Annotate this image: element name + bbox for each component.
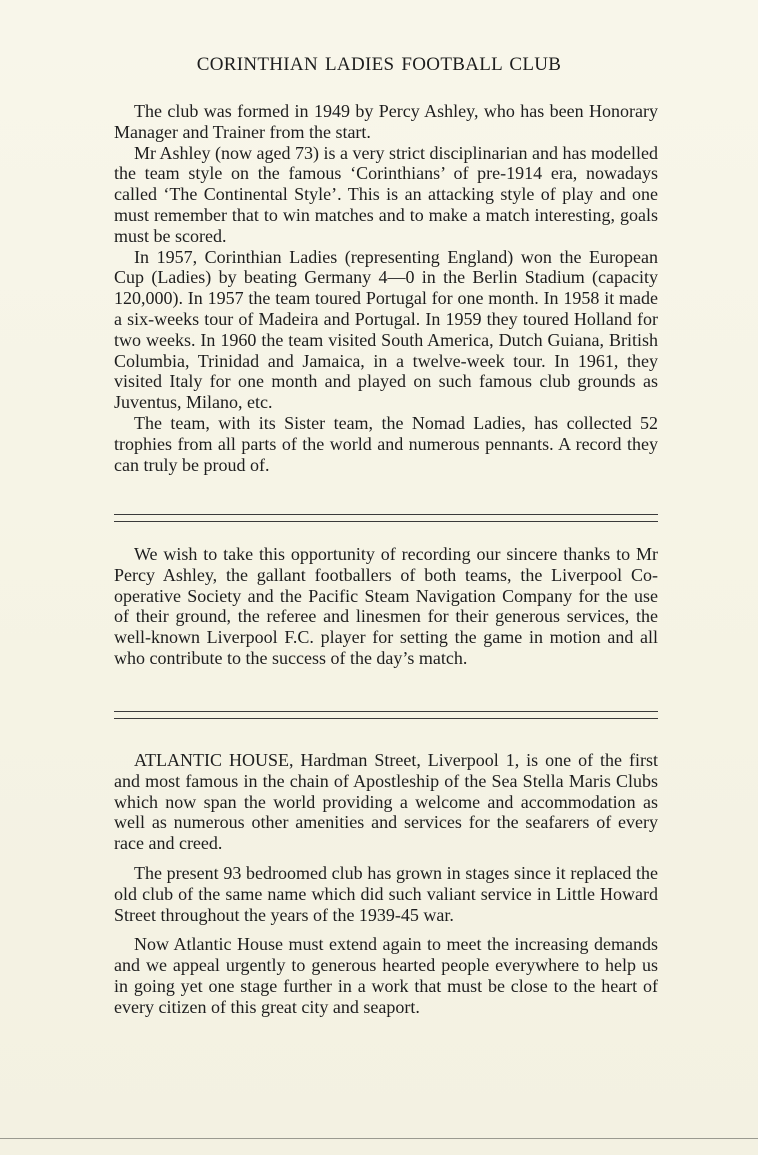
paragraph: The present 93 bedroomed club has grown in stages since it replaced the old club of the same name which did such valiant service in Little Howard Street throughout the years of the 1939-45 war.: [114, 862, 658, 925]
paragraph: Now Atlantic House must extend again to meet the increasing demands and we appeal urgently to generous hearted people everywhere to help us in going yet one stage further in a work that must be close to the heart of every citizen of this great city and seaport.: [114, 934, 658, 1017]
paragraph: The club was formed in 1949 by Percy Ashley, who has been Honorary Manager and Trainer from the start.: [114, 101, 658, 142]
double-rule-divider: [114, 711, 658, 719]
double-rule-divider: [114, 514, 658, 522]
paragraph: ATLANTIC HOUSE, Hardman Street, Liverpool 1, is one of the first and most famous in the chain of Apostleship of the Sea Stella Maris Clubs which now span the world providing a welcome and accommodation as well as numerous other amenities and services for the seafarers of every race and creed.: [114, 750, 658, 854]
paragraph: Mr Ashley (now aged 73) is a very strict disciplinarian and has modelled the team style on the famous ‘Corinthians’ of pre-1914 era, nowadays called ‘The Continental Style’. This is an attacking style of play and one must remember that to win matches and to make a match interesting, goals must be scored.: [114, 142, 658, 246]
paragraph: The team, with its Sister team, the Nomad Ladies, has collected 52 trophies from all parts of the world and numerous pennants. A record they can truly be proud of.: [114, 412, 658, 475]
paragraph: We wish to take this opportunity of recording our sincere thanks to Mr Percy Ashley, the gallant footballers of both teams, the Liverpool Co-operative Society and the Pacific Steam Navigation Company for the use of their ground, the referee and linesmen for their generous services, the well-known Liverpool F.C. player for setting the game in motion and all who contribute to the success of the day’s match.: [114, 544, 658, 668]
page-edge-line: [0, 1138, 758, 1139]
thanks-section: [114, 544, 658, 669]
club-history-section: [114, 101, 658, 475]
paragraph: In 1957, Corinthian Ladies (representing England) won the European Cup (Ladies) by beating Germany 4—0 in the Berlin Stadium (capacity 120,000). In 1957 the team toured Portugal for one month. In 1958 it made a six-weeks tour of Madeira and Portugal. In 1959 they toured Holland for two weeks. In 1960 the team visited South America, Dutch Guiana, British Columbia, Trinidad and Jamaica, in a twelve-week tour. In 1961, they visited Italy for one month and played on such famous club grounds as Juventus, Milano, etc.: [114, 246, 658, 413]
page-title: CORINTHIAN LADIES FOOTBALL CLUB: [196, 54, 562, 75]
atlantic-house-section: [114, 750, 658, 1027]
